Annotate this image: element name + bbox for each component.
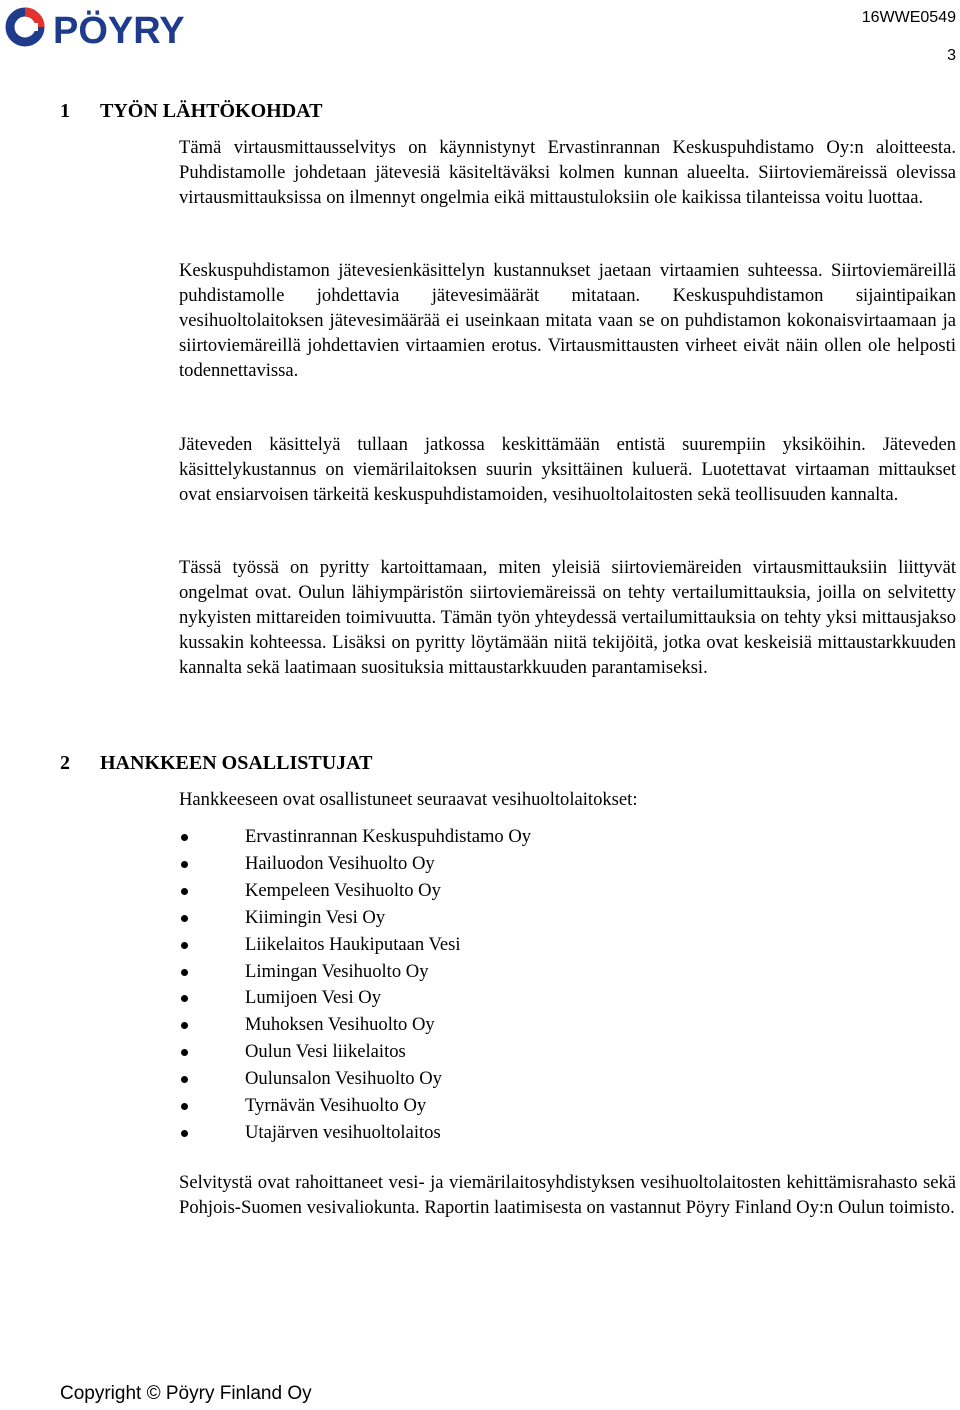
paragraph: Keskuspuhdistamon jätevesienkäsittelyn kustannukset jaetaan virtaamien suhteessa. Siirtoviemäreillä puhdistamolle johdettavia jätevesimäärät mitataan. Keskuspuhdistamon sijaintipaikan vesihuoltolaitoksen jätevesimäärää ei useinkaan mitata vaan se on puhdistamon kokonaisvirtaamaan ja siirtoviemäreillä johdettavien virtaamien erotus. Virtausmittausten virheet eivät näin ollen ole helposti todennettavissa. (179, 260, 956, 382)
list-item: Oulun Vesi liikelaitos (179, 1039, 879, 1066)
poyry-logo (4, 6, 244, 48)
list-item: Utajärven vesihuoltolaitos (179, 1120, 879, 1147)
bullet-icon (181, 969, 188, 976)
bullet-icon (181, 1076, 188, 1083)
participants-list (179, 824, 879, 1147)
bullet-icon (181, 942, 188, 949)
bullet-icon (181, 1022, 188, 1029)
closing-paragraph: Selvitystä ovat rahoittaneet vesi- ja viemärilaitosyhdistyksen vesihuoltolaitosten kehittämisrahasto sekä Pohjois-Suomen vesivaliokunta. Raportin laatimisesta on vastannut Pöyry Finland Oy:n Oulun toimisto. (179, 1172, 956, 1219)
section-1-heading (60, 99, 940, 123)
document-id: 16WWE0549 (861, 9, 956, 26)
svg-text:PÖYRY: PÖYRY (53, 10, 185, 48)
list-item: Oulunsalon Vesihuolto Oy (179, 1066, 879, 1093)
page-header (0, 0, 960, 64)
paragraph: Tämä virtausmittausselvitys on käynnistynyt Ervastinrannan Keskuspuhdistamo Oy:n aloitteesta. Puhdistamolle johdetaan jätevesiä käsiteltäväksi kolmen kunnan alueelta. Siirtoviemäreissä olevissa virtausmittauksissa on ilmennyt ongelmia eikä mittaustuloksiin ole kaikissa tilanteissa voitu luottaa. (179, 137, 956, 209)
paragraph: Jäteveden käsittelyä tullaan jatkossa keskittämään entistä suurempiin yksiköihin. Jäteveden käsittelykustannus on viemärilaitoksen suurin yksittäinen kuluerä. Luotettavat virtaaman mittaukset ovat ensiarvoisen tärkeitä keskuspuhdistamoiden, vesihuoltolaitosten sekä teollisuuden kannalta. (179, 434, 956, 506)
list-item: Muhoksen Vesihuolto Oy (179, 1012, 879, 1039)
section-number: 1 (60, 100, 70, 122)
list-item: Tyrnävän Vesihuolto Oy (179, 1093, 879, 1120)
list-item: Kempeleen Vesihuolto Oy (179, 878, 879, 905)
section-title: TYÖN LÄHTÖKOHDAT (100, 100, 323, 122)
bullet-icon (181, 1130, 188, 1137)
list-item: Ervastinrannan Keskuspuhdistamo Oy (179, 824, 879, 851)
section-2-heading (60, 751, 940, 775)
copyright-footer: Copyright © Pöyry Finland Oy (60, 1383, 312, 1404)
section-number: 2 (60, 752, 70, 774)
list-item: Kiimingin Vesi Oy (179, 905, 879, 932)
paragraph: Tässä työssä on pyritty kartoittamaan, miten yleisiä siirtoviemäreiden virtausmittauksiin liittyvät ongelmat ovat. Oulun lähiympäristön siirtoviemäreissä on tehty vertailumittauksia, joilla on selvitetty nykyisten mittareiden toimivuutta. Tämän työn yhteydessä vertailumittauksia on tehty yksi mittausjakso kussakin kohteessa. Lisäksi on pyritty löytämään niitä tekijöitä, jotka ovat keskeisiä mittaustarkkuuden kannalta sekä laatimaan suosituksia mittaustarkkuuden parantamiseksi. (179, 557, 956, 679)
list-item: Limingan Vesihuolto Oy (179, 959, 879, 986)
list-item: Lumijoen Vesi Oy (179, 985, 879, 1012)
list-item: Liikelaitos Haukiputaan Vesi (179, 932, 879, 959)
section-title: HANKKEEN OSALLISTUJAT (100, 752, 373, 774)
bullet-icon (181, 915, 188, 922)
bullet-icon (181, 834, 188, 841)
bullet-icon (181, 861, 188, 868)
bullet-icon (181, 1049, 188, 1056)
page-number: 3 (947, 47, 956, 64)
bullet-icon (181, 1103, 188, 1110)
list-item: Hailuodon Vesihuolto Oy (179, 851, 879, 878)
bullet-icon (181, 995, 188, 1002)
participants-intro: Hankkeeseen ovat osallistuneet seuraavat vesihuoltolaitokset: (179, 789, 638, 810)
bullet-icon (181, 888, 188, 895)
